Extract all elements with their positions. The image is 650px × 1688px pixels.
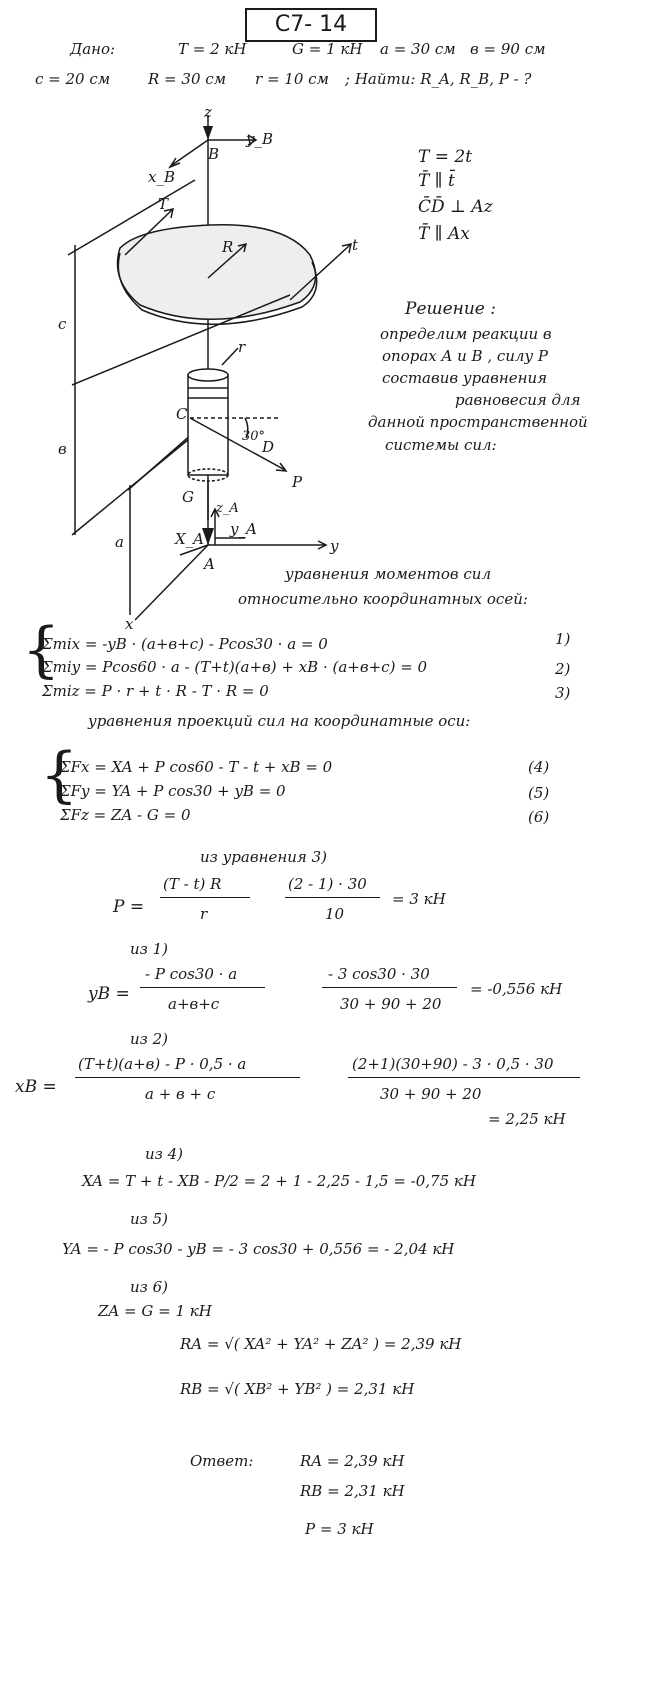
from-eq-2: из 2) xyxy=(130,1030,169,1048)
yB-fraction-bar xyxy=(140,987,265,988)
solution-heading: Решение : xyxy=(405,299,497,319)
yB-numerator: - P cos30 · a xyxy=(145,965,238,983)
solution-line-3: составив уравнения xyxy=(382,369,548,387)
given-c: c = 20 см xyxy=(35,70,111,88)
answer-RA: RA = 2,39 кН xyxy=(300,1452,405,1470)
moments-header-2: относительно координатных осей: xyxy=(238,590,528,608)
diagram-T: T xyxy=(158,195,169,213)
P-fraction-bar xyxy=(160,897,250,898)
moment-eq-3: Σmiz = P · r + t · R - T · R = 0 xyxy=(42,682,269,700)
diagram-A: A xyxy=(204,555,215,573)
projection-num-5: (5) xyxy=(528,784,550,802)
xB-values-fraction-bar xyxy=(348,1077,580,1078)
P-numerator: (T - t) R xyxy=(163,875,222,893)
moment-num-3: 3) xyxy=(555,684,571,702)
yB-lhs: yB = xyxy=(88,984,130,1004)
from-eq-1: из 1) xyxy=(130,940,169,958)
zA-equation: ZA = G = 1 кН xyxy=(98,1302,212,1320)
diagram-y: y xyxy=(330,537,339,555)
xA-equation: XA = T + t - XB - P/2 = 2 + 1 - 2,25 - 1,5 = -0,75 кН xyxy=(82,1172,476,1190)
P-lhs: P = xyxy=(113,897,145,917)
condition-4: T̄ ∥ Ax xyxy=(418,224,470,244)
RB-equation: RB = √( XB² + YB² ) = 2,31 кН xyxy=(180,1380,415,1398)
given-b: в = 90 см xyxy=(470,40,546,58)
projection-num-6: (6) xyxy=(528,808,550,826)
solution-line-2: опорах A и B , силу P xyxy=(382,347,549,365)
diagram-a: a xyxy=(115,533,124,551)
diagram-r: r xyxy=(238,338,246,356)
moment-eq-2: Σmiy = Pcos60 · a - (T+t)(a+в) + xB · (a+в+c) = 0 xyxy=(42,658,428,676)
projection-eq-4: ΣFx = XA + P cos60 - T - t + xB = 0 xyxy=(60,758,333,776)
given-r: r = 10 см xyxy=(255,70,329,88)
yB-denominator-values: 30 + 90 + 20 xyxy=(340,995,442,1013)
diagram-P: P xyxy=(292,473,303,491)
moment-eq-1: Σmix = -yB · (a+в+c) - Pcos30 · a = 0 xyxy=(42,635,328,653)
projection-num-4: (4) xyxy=(528,758,550,776)
diagram-c: c xyxy=(58,315,67,333)
given-R: R = 30 см xyxy=(148,70,227,88)
diagram-xA: X_A xyxy=(175,530,205,548)
condition-2: T̄ ∥ t̄ xyxy=(418,171,455,191)
solution-line-6: системы сил: xyxy=(385,436,497,454)
diagram-angle: 30° xyxy=(242,429,266,444)
diagram-R: R xyxy=(222,238,234,256)
diagram-B: B xyxy=(208,145,220,163)
projection-eq-5: ΣFy = YA + P cos30 + yB = 0 xyxy=(60,782,286,800)
diagram-b: в xyxy=(58,440,67,458)
answer-RB: RB = 2,31 кН xyxy=(300,1482,405,1500)
solution-line-1: определим реакции в xyxy=(380,325,552,343)
diagram-yB: y_B xyxy=(246,130,273,148)
solution-line-5: данной пространственной xyxy=(368,413,588,431)
RA-equation: RA = √( XA² + YA² + ZA² ) = 2,39 кН xyxy=(180,1335,462,1353)
diagram-yA: y_A xyxy=(230,520,257,538)
solution-line-4: равновесия для xyxy=(455,391,581,409)
projection-eq-6: ΣFz = ZA - G = 0 xyxy=(60,806,191,824)
diagram-zA: z_A xyxy=(216,501,239,516)
P-values-fraction-bar xyxy=(285,897,380,898)
given-G: G = 1 кН xyxy=(292,40,363,58)
from-eq-5: из 5) xyxy=(130,1210,169,1228)
xB-denominator-values: 30 + 90 + 20 xyxy=(380,1085,482,1103)
projections-brace: { xyxy=(40,740,79,810)
moments-header-1: уравнения моментов сил xyxy=(285,565,492,583)
xB-numerator-values: (2+1)(30+90) - 3 · 0,5 · 30 xyxy=(352,1055,554,1073)
xB-result: = 2,25 кН xyxy=(488,1110,566,1128)
diagram-G: G xyxy=(182,488,194,506)
condition-3: C̄D̄ ⊥ Az xyxy=(418,197,493,217)
diagram-z: z xyxy=(204,103,212,121)
condition-1: T = 2t xyxy=(418,147,473,167)
P-numerator-values: (2 - 1) · 30 xyxy=(288,875,367,893)
P-denominator-values: 10 xyxy=(325,905,345,923)
diagram-t: t xyxy=(352,236,359,254)
projections-header: уравнения проекций сил на координатные оси: xyxy=(88,712,471,730)
yB-result: = -0,556 кН xyxy=(470,980,563,998)
yB-denominator: a+в+c xyxy=(168,995,220,1013)
answer-label: Ответ: xyxy=(190,1452,254,1470)
moments-brace: { xyxy=(22,615,61,685)
P-result: = 3 кН xyxy=(392,890,446,908)
diagram-C: C xyxy=(176,405,188,423)
xB-numerator: (T+t)(a+в) - P · 0,5 · a xyxy=(78,1055,247,1073)
given-a: a = 30 см xyxy=(380,40,456,58)
xB-fraction-bar xyxy=(75,1077,300,1078)
given-find: ; Найти: R_A, R_B, P - ? xyxy=(345,70,532,88)
yB-numerator-values: - 3 cos30 · 30 xyxy=(328,965,430,983)
xB-lhs: xB = xyxy=(15,1077,57,1097)
page-title: C7- 14 xyxy=(245,8,377,42)
P-denominator: r xyxy=(200,905,208,923)
diagram-x: x xyxy=(125,615,134,633)
from-eq-6: из 6) xyxy=(130,1278,169,1296)
yB-values-fraction-bar xyxy=(322,987,457,988)
xB-denominator: a + в + c xyxy=(145,1085,216,1103)
moment-num-2: 2) xyxy=(555,660,571,678)
given-label: Дано: xyxy=(70,40,116,58)
yA-equation: YA = - P cos30 - yB = - 3 cos30 + 0,556 = - 2,04 кН xyxy=(62,1240,455,1258)
given-T: T = 2 кН xyxy=(178,40,247,58)
moment-num-1: 1) xyxy=(555,630,571,648)
diagram-D: D xyxy=(262,438,275,456)
from-eq-3: из уравнения 3) xyxy=(200,848,327,866)
answer-P: P = 3 кН xyxy=(305,1520,374,1538)
from-eq-4: из 4) xyxy=(145,1145,184,1163)
diagram-xB: x_B xyxy=(148,168,175,186)
